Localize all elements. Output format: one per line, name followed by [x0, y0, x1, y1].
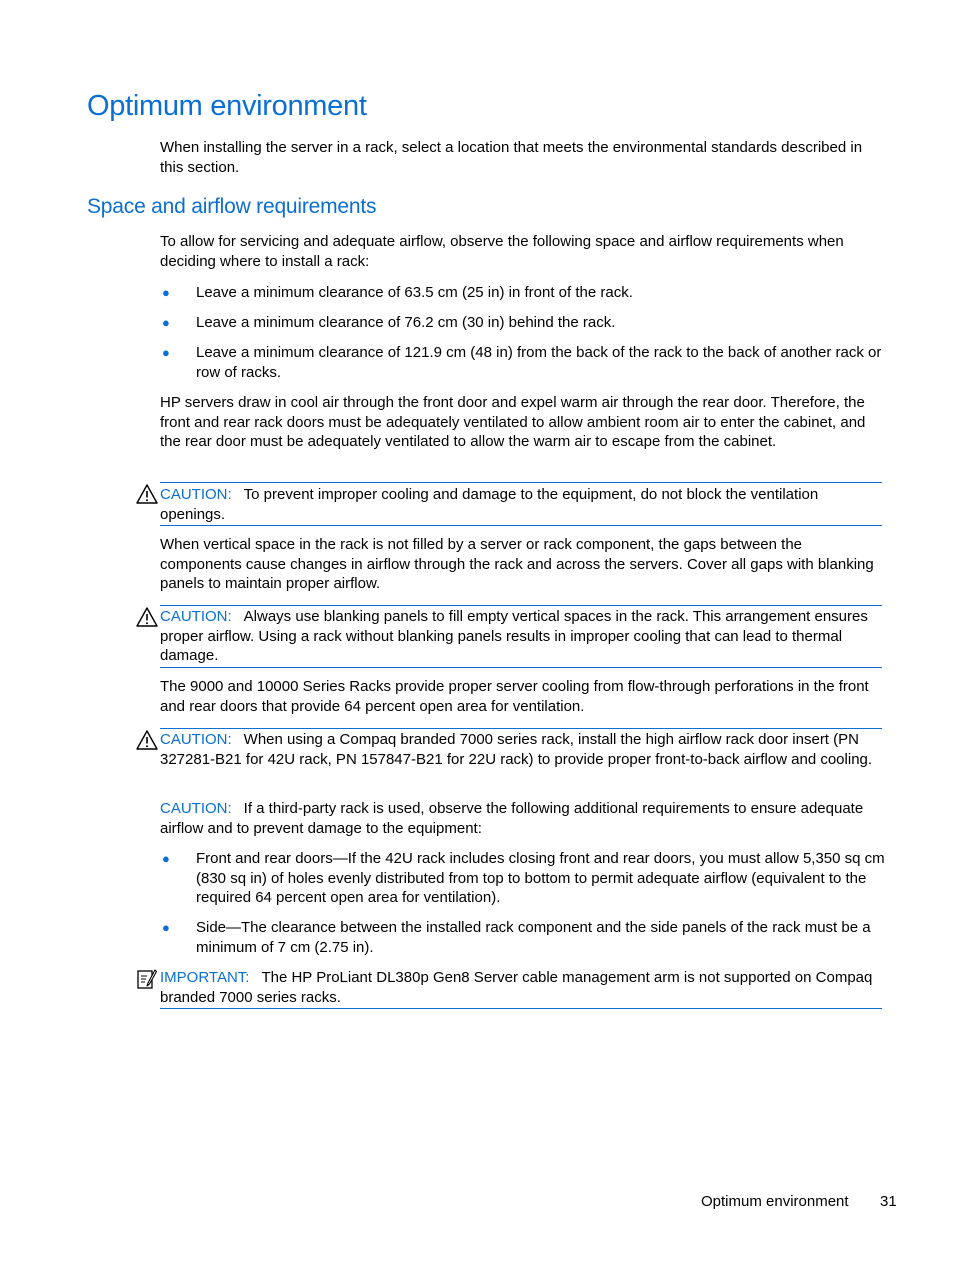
caution-note: [160, 730, 882, 769]
intro-paragraph: When installing the server in a rack, select a location that meets the environmental standards described in this section.: [160, 139, 863, 176]
caution-label: CAUTION:: [160, 486, 232, 503]
caution-triangle-icon: [136, 730, 158, 750]
caution-note: [160, 799, 882, 838]
series-racks-paragraph: The 9000 and 10000 Series Racks provide proper server cooling from flow-through perforations in the front and rear doors that provide 64 percent open area for ventilation.: [160, 678, 869, 715]
section-lead-paragraph: To allow for servicing and adequate airflow, observe the following space and airflow requirements when deciding where to install a rack:: [160, 233, 844, 270]
page-title: Optimum environment: [87, 90, 367, 122]
important-note: [160, 968, 882, 1007]
caution-label: CAUTION:: [160, 731, 232, 748]
bullet-dot-icon: ●: [162, 285, 170, 300]
important-label: IMPORTANT:: [160, 969, 250, 986]
footer-title: Optimum environment: [701, 1193, 849, 1210]
bullet-dot-icon: ●: [162, 345, 170, 360]
caution-triangle-icon: [136, 607, 158, 627]
bullet-dot-icon: ●: [162, 851, 170, 866]
caution-bottom-rule: [160, 667, 882, 668]
caution-top-rule: [160, 482, 882, 483]
caution-text: When using a Compaq branded 7000 series rack, install the high airflow rack door insert (PN 327281-B21 for 42U rack, PN 157847-B21 for 22U rack) to provide proper front-to-back airflow and cooling.: [160, 731, 873, 768]
important-note-icon: [136, 968, 158, 990]
important-text: The HP ProLiant DL380p Gen8 Server cable management arm is not supported on Compaq branded 7000 series racks.: [160, 969, 873, 1006]
caution-note: [160, 485, 882, 524]
caution-label: CAUTION:: [160, 800, 232, 817]
important-bottom-rule: [160, 1008, 882, 1009]
section-title: Space and airflow requirements: [87, 195, 377, 218]
caution-label: CAUTION:: [160, 608, 232, 625]
caution-note: [160, 607, 882, 666]
list-item-text: Side—The clearance between the installed rack component and the side panels of the rack must be a minimum of 7 cm (2.75 in).: [196, 919, 871, 956]
list-item-text: Leave a minimum clearance of 63.5 cm (25 in) in front of the rack.: [196, 284, 633, 301]
caution-text: If a third-party rack is used, observe the following additional requirements to ensure adequate airflow and to prevent damage to the equipment:: [160, 800, 864, 837]
caution-top-rule: [160, 728, 882, 729]
vertical-space-paragraph: When vertical space in the rack is not filled by a server or rack component, the gaps between the components cause changes in airflow through the rack and across the servers. Cover all gaps with blanking panels to maintain proper airflow.: [160, 536, 874, 592]
airflow-paragraph: HP servers draw in cool air through the front door and expel warm air through the rear door. Therefore, the front and rear rack doors must be adequately ventilated to allow ambient room air to enter the cabinet, and the rear door must be adequately ventilated to allow the warm air to escape from the cabinet.: [160, 394, 866, 450]
caution-bottom-rule: [160, 525, 882, 526]
bullet-dot-icon: ●: [162, 920, 170, 935]
caution-text: To prevent improper cooling and damage to the equipment, do not block the ventilation openings.: [160, 486, 819, 523]
caution-text: Always use blanking panels to fill empty vertical spaces in the rack. This arrangement ensures proper airflow. Using a rack without blanking panels results in improper cooling that can lead to thermal damage.: [160, 608, 868, 664]
caution-triangle-icon: [136, 484, 158, 504]
bullet-dot-icon: ●: [162, 315, 170, 330]
list-item-text: Leave a minimum clearance of 121.9 cm (48 in) from the back of the rack to the back of another rack or row of racks.: [196, 344, 882, 381]
list-item-text: Front and rear doors—If the 42U rack includes closing front and rear doors, you must allow 5,350 sq cm (830 sq in) of holes evenly distributed from top to bottom to permit adequate airflow (equivalent to the required 64 percent open area for ventilation).: [196, 850, 885, 906]
caution-top-rule: [160, 605, 882, 606]
list-item-text: Leave a minimum clearance of 76.2 cm (30 in) behind the rack.: [196, 314, 616, 331]
page-number: 31: [880, 1193, 897, 1210]
